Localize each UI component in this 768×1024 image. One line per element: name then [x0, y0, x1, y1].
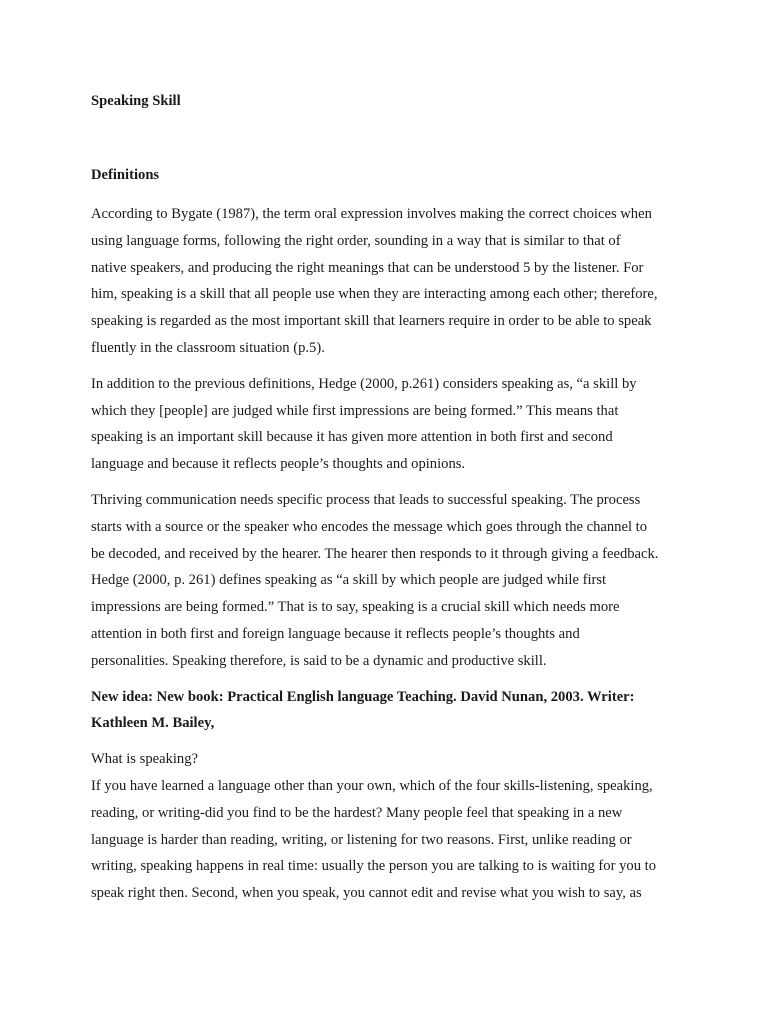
- paragraph-line: him, speaking is a skill that all people use when they are interacting among each other; therefore,: [91, 286, 658, 303]
- paragraph-line: New idea: New book: Practical English language Teaching. David Nunan, 2003. Writer:: [91, 688, 635, 705]
- document-title: Speaking Skill: [91, 93, 181, 109]
- paragraph-line: starts with a source or the speaker who encodes the message which goes through the channel to: [91, 518, 648, 535]
- paragraph-line: using language forms, following the right order, sounding in a way that is similar to that of: [91, 232, 621, 249]
- paragraph-line: If you have learned a language other than your own, which of the four skills-listening, speaking,: [91, 777, 653, 794]
- paragraph-line: Kathleen M. Bailey,: [91, 715, 215, 732]
- paragraph-line: native speakers, and producing the right meanings that can be understood 5 by the listener. For: [91, 259, 644, 276]
- paragraph-what-is-speaking: [91, 746, 691, 907]
- paragraph-communication-process: [91, 487, 691, 675]
- paragraph-line: Thriving communication needs specific process that leads to successful speaking. The process: [91, 491, 641, 508]
- paragraph-line: attention in both first and foreign language because it reflects people’s thoughts and: [91, 625, 580, 642]
- paragraph-line: which they [people] are judged while first impressions are being formed.” This means that: [91, 402, 619, 419]
- paragraph-line: speak right then. Second, when you speak, you cannot edit and revise what you wish to say, as: [91, 885, 642, 902]
- paragraph-line: Hedge (2000, p. 261) defines speaking as “a skill by which people are judged while first: [91, 572, 607, 589]
- section-heading-definitions: Definitions: [91, 167, 160, 183]
- paragraph-line: impressions are being formed.” That is to say, speaking is a crucial skill which needs more: [91, 599, 620, 616]
- paragraph-line: personalities. Speaking therefore, is said to be a dynamic and productive skill.: [91, 652, 547, 669]
- paragraph-line: speaking is regarded as the most important skill that learners require in order to be able to speak: [91, 313, 652, 330]
- paragraph-line: According to Bygate (1987), the term oral expression involves making the correct choices when: [91, 206, 652, 222]
- paragraph-line: language is harder than reading, writing, or listening for two reasons. First, unlike reading or: [91, 831, 632, 848]
- paragraph-line: reading, or writing-did you find to be the hardest? Many people feel that speaking in a new: [91, 804, 623, 821]
- paragraph-line: be decoded, and received by the hearer. The hearer then responds to it through giving a feedback.: [91, 545, 659, 562]
- paragraph-line: In addition to the previous definitions, Hedge (2000, p.261) considers speaking as, “a skill by: [91, 375, 637, 392]
- document-body: [91, 201, 691, 907]
- paragraph-line: fluently in the classroom situation (p.5).: [91, 339, 325, 356]
- paragraph-line: language and because it reflects people’s thoughts and opinions.: [91, 456, 466, 473]
- paragraph-line: What is speaking?: [91, 751, 198, 768]
- paragraph-bygate-definition: [91, 201, 691, 362]
- paragraph-line: writing, speaking happens in real time: usually the person you are talking to is waiting for you to: [91, 858, 656, 875]
- paragraph-hedge-definition: [91, 371, 691, 478]
- paragraph-new-idea-reference: [91, 684, 691, 738]
- paragraph-line: speaking is an important skill because it has given more attention in both first and second: [91, 429, 613, 446]
